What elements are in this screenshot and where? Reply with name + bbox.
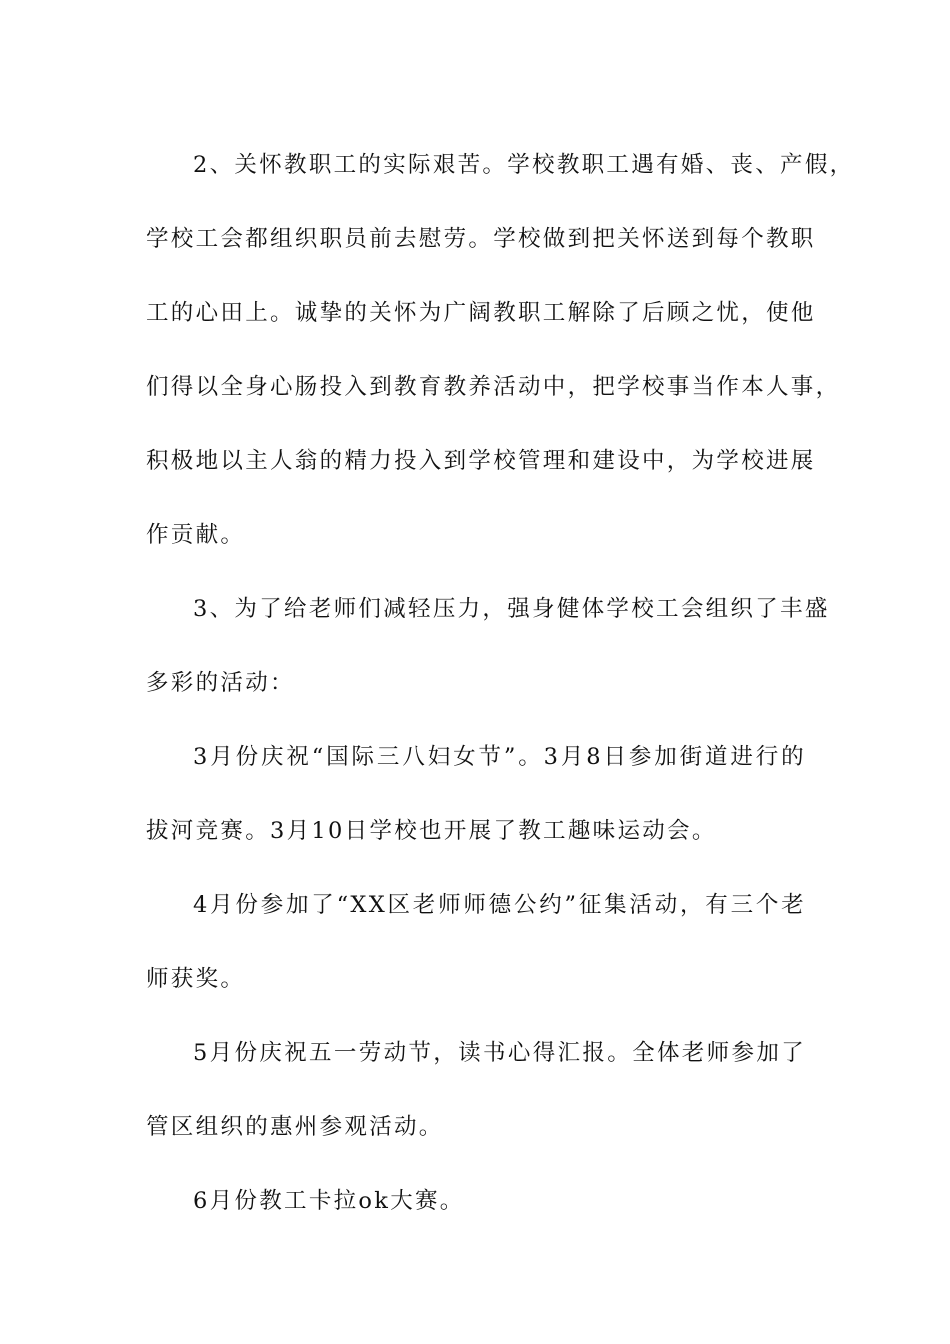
text-line: 师获奖。: [146, 966, 246, 992]
paragraph-may: [146, 1016, 806, 1164]
text-line: 积极地以主人翁的精力投入到学校管理和建设中，为学校进展: [146, 448, 816, 474]
paragraph-activities-intro: [146, 572, 830, 720]
text-line: 4月份参加了“XX区老师师德公约”征集活动，有三个老: [193, 892, 806, 918]
text-line: 工的心田上。诚挚的关怀为广阔教职工解除了后顾之忧，使他: [146, 300, 816, 326]
text-line: 学校工会都组织职员前去慰劳。学校做到把关怀送到每个教职: [146, 226, 816, 252]
text-line: 多彩的活动：: [146, 670, 295, 696]
paragraph-march: [146, 720, 806, 868]
text-line: 6月份教工卡拉ok大赛。: [193, 1188, 465, 1214]
text-line: 们得以全身心肠投入到教育教养活动中，把学校事当作本人事，: [146, 374, 841, 400]
paragraph-june: [146, 1164, 806, 1238]
text-line: 2、关怀教职工的实际艰苦。学校教职工遇有婚、丧、产假，: [193, 152, 855, 178]
text-line: 管区组织的惠州参观活动。: [146, 1114, 444, 1140]
text-line: 3月份庆祝“国际三八妇女节”。3月8日参加街道进行的: [193, 744, 806, 770]
text-line: 拔河竞赛。3月10日学校也开展了教工趣味运动会。: [146, 818, 717, 844]
text-line: 作贡献。: [146, 522, 246, 548]
paragraph-april: [146, 868, 806, 1016]
text-line: 3、为了给老师们减轻压力，强身健体学校工会组织了丰盛: [193, 596, 830, 622]
document-body: [146, 128, 855, 1238]
text-line: 5月份庆祝五一劳动节，读书心得汇报。全体老师参加了: [193, 1040, 806, 1066]
paragraph-care-staff: [146, 128, 855, 572]
